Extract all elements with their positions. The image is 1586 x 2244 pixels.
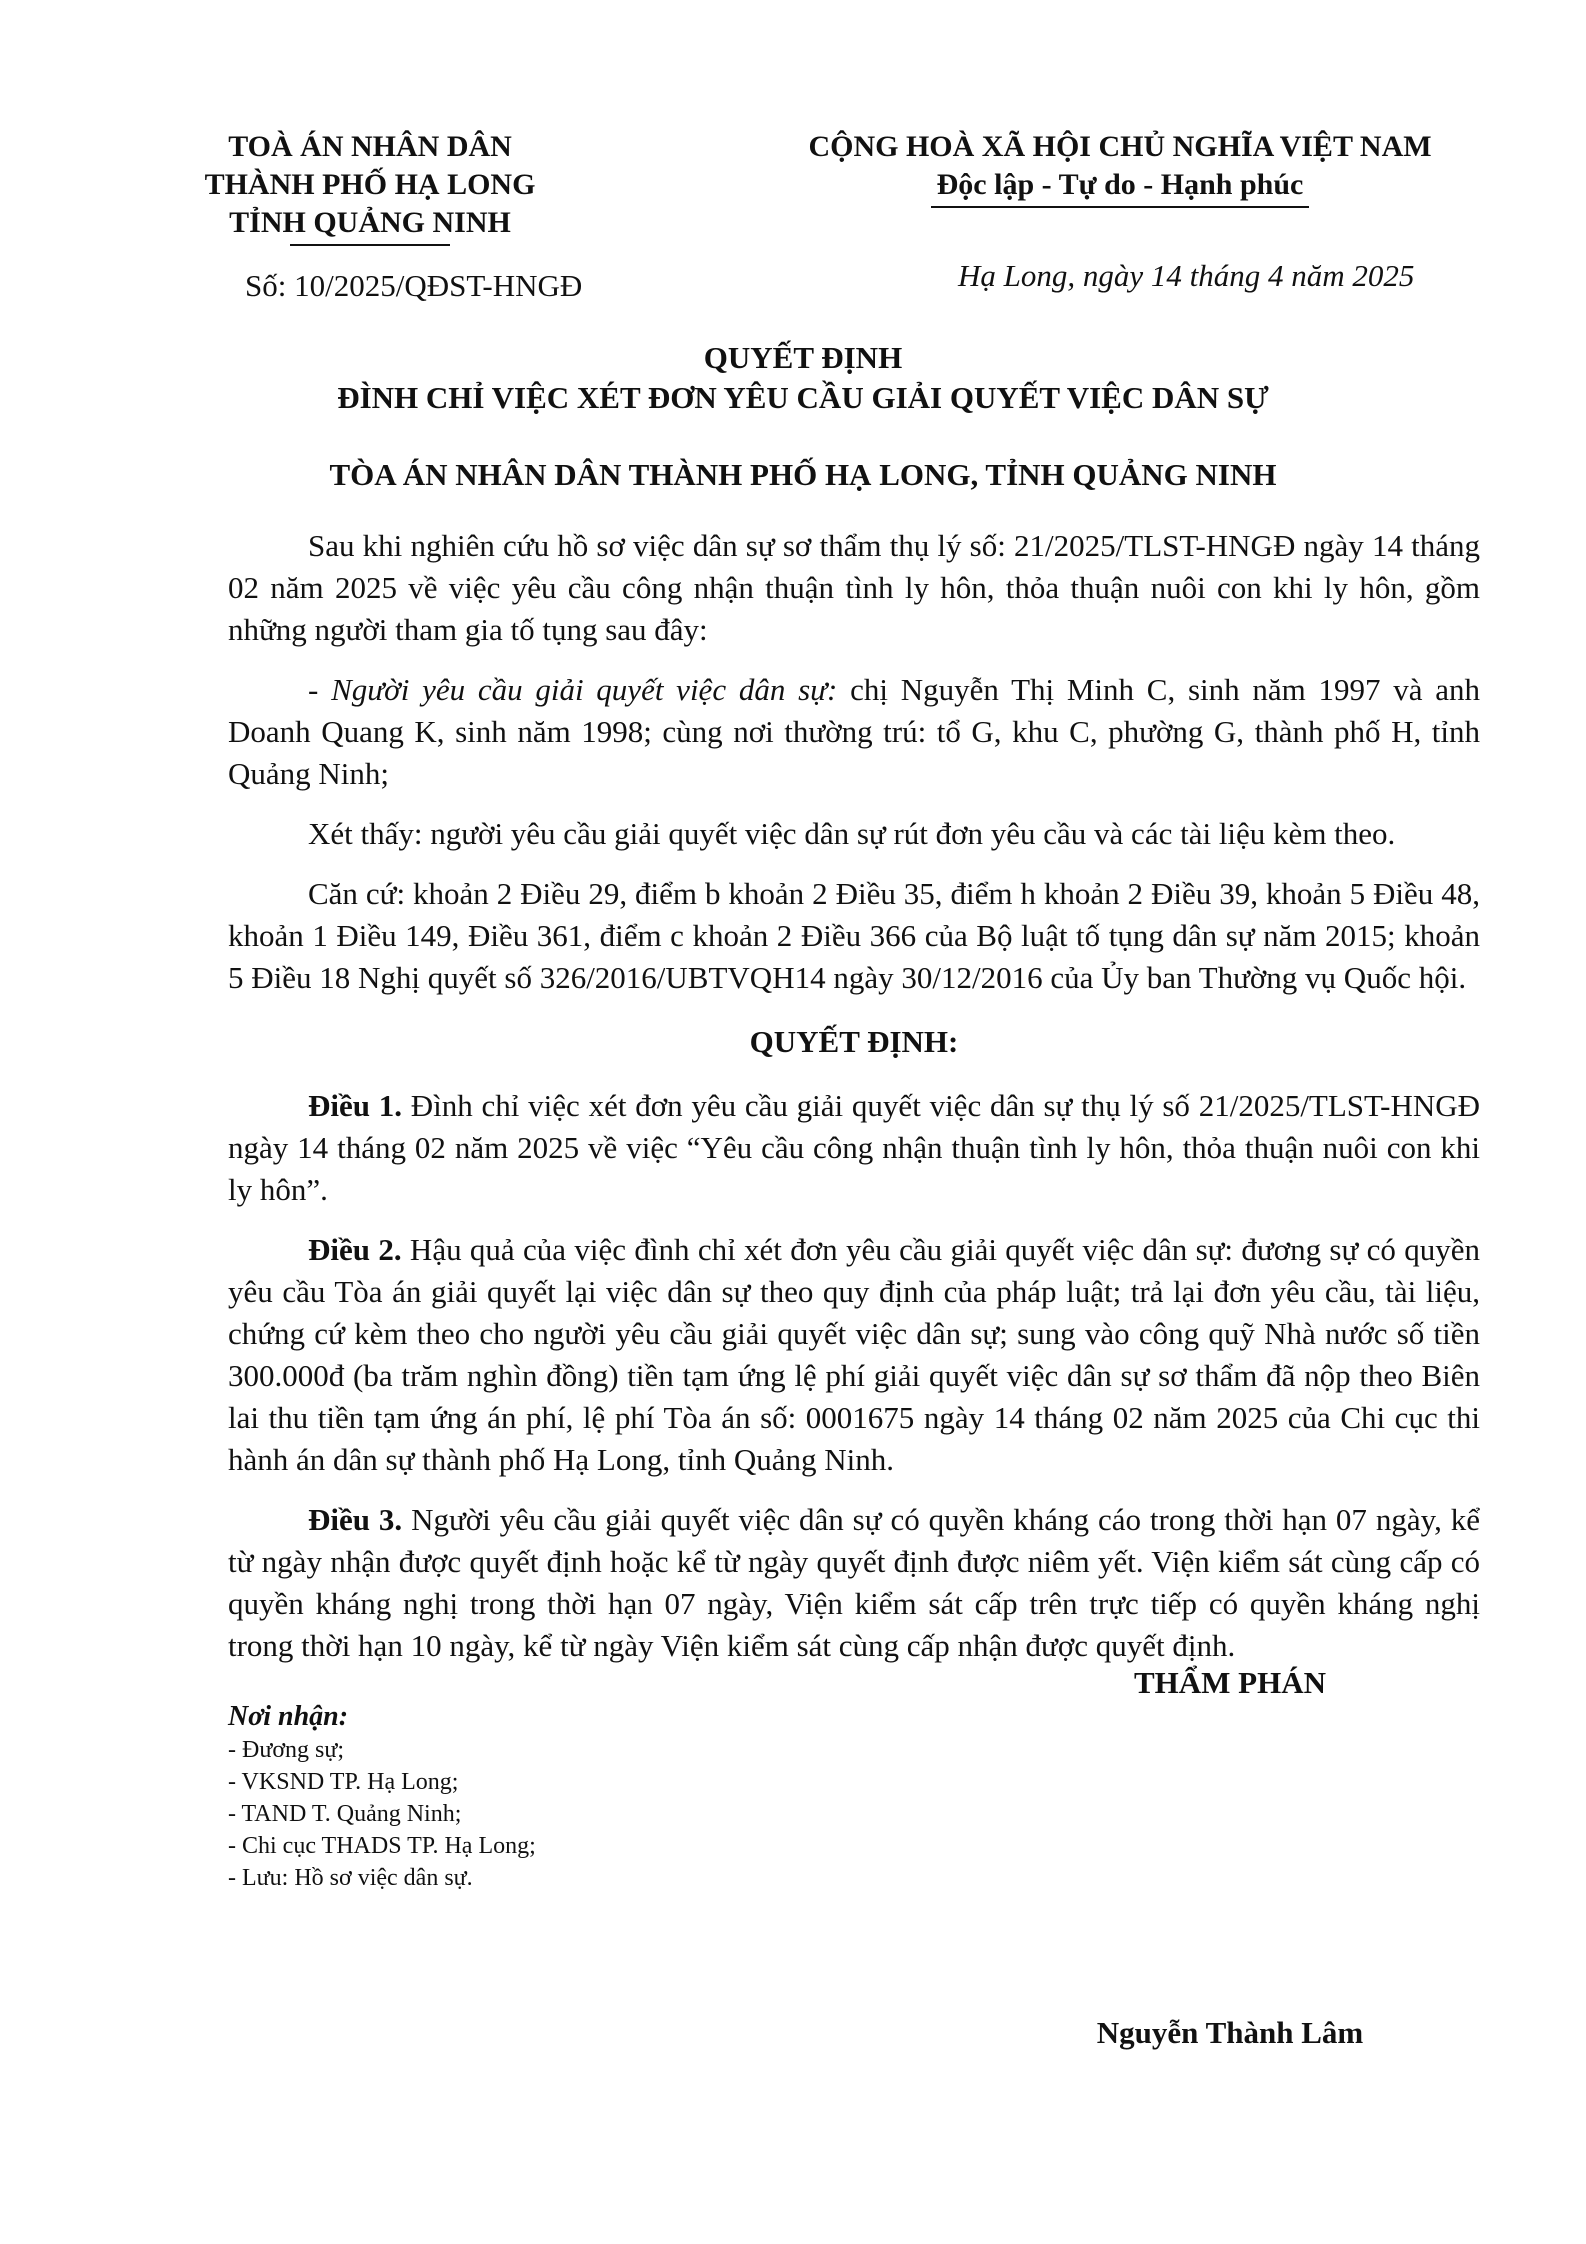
article-2-label: Điều 2. — [308, 1232, 402, 1267]
article-1-label: Điều 1. — [308, 1088, 403, 1123]
party-label: Người yêu cầu giải quyết việc dân sự: — [331, 672, 838, 707]
document-number: Số: 10/2025/QĐST-HNGĐ — [245, 268, 583, 303]
nation-name: CỘNG HOÀ XÃ HỘI CHỦ NGHĨA VIỆT NAM — [808, 130, 1432, 163]
nation-header — [735, 128, 1505, 208]
court-header — [185, 128, 555, 246]
article-2-text: Hậu quả của việc đình chỉ xét đơn yêu cầu giải quyết việc dân sự: đương sự có quyền yêu cầu Tòa án giải quyết lại việc dân sự theo quy định của pháp luật; trả lại đơn yêu cầu, tài liệu, chứng cứ kèm theo cho người yêu cầu giải quyết việc dân sự; sung vào công quỹ Nhà nước số tiền 300.000đ (ba trăm nghìn đồng) tiền tạm ứng lệ phí giải quyết việc dân sự sơ thẩm đã nộp theo Biên lai thu tiền tạm ứng án phí, lệ phí Tòa án số: 0001675 ngày 14 tháng 02 năm 2025 của Chi cục thi hành án dân sự thành phố Hạ Long, tỉnh Quảng Ninh. — [228, 1232, 1480, 1477]
article-3 — [228, 1499, 1480, 1667]
article-3-label: Điều 3. — [308, 1502, 403, 1537]
issuing-court: TÒA ÁN NHÂN DÂN THÀNH PHỐ HẠ LONG, TỈNH QUẢNG NINH — [329, 457, 1277, 492]
article-1-text: Đình chỉ việc xét đơn yêu cầu giải quyết việc dân sự thụ lý số 21/2025/TLST-HNGĐ ngày 14 tháng 02 năm 2025 về việc “Yêu cầu công nhận thuận tình ly hôn, thỏa thuận nuôi con khi ly hôn”. — [228, 1088, 1481, 1207]
court-name-line3: TỈNH QUẢNG NINH — [229, 206, 511, 239]
court-name-line2: THÀNH PHỐ HẠ LONG — [204, 168, 536, 201]
party-text: chị Nguyễn Thị Minh C, sinh năm 1997 và anh Doanh Quang K, sinh năm 1998; cùng nơi thường trú: tổ G, khu C, phường G, thành phố H, tỉnh Quảng Ninh; — [228, 672, 1481, 791]
article-2 — [228, 1229, 1480, 1481]
signer-name: Nguyễn Thành Lâm — [1096, 2015, 1364, 2050]
title-line2: ĐÌNH CHỈ VIỆC XÉT ĐƠN YÊU CẦU GIẢI QUYẾT VIỆC DÂN SỰ — [337, 380, 1269, 415]
title-line1: QUYẾT ĐỊNH — [703, 340, 903, 375]
recipients-title: Nơi nhận: — [228, 1701, 349, 1732]
recipient-item: - Chi cục THADS TP. Hạ Long; — [228, 1833, 536, 1859]
national-motto: Độc lập - Tự do - Hạnh phúc — [931, 166, 1310, 208]
document-body — [228, 525, 1480, 1685]
legal-basis-paragraph: Căn cứ: khoản 2 Điều 29, điểm b khoản 2 Điều 35, điểm h khoản 2 Điều 39, khoản 5 Điều 48, khoản 1 Điều 149, Điều 361, điểm c khoản 2 Điều 366 của Bộ luật tố tụng dân sự năm 2015; khoản 5 Điều 18 Nghị quyết số 326/2016/UBTVQH14 ngày 30/12/2016 của Ủy ban Thường vụ Quốc hội. — [228, 876, 1480, 995]
recipients-block — [228, 1700, 708, 1894]
finding-paragraph: Xét thấy: người yêu cầu giải quyết việc dân sự rút đơn yêu cầu và các tài liệu kèm theo. — [308, 816, 1396, 851]
party-paragraph — [228, 669, 1480, 795]
court-header-rule — [290, 244, 450, 246]
article-1 — [228, 1085, 1480, 1211]
recipient-item: - VKSND TP. Hạ Long; — [228, 1769, 459, 1795]
recipient-item: - Đương sự; — [228, 1737, 345, 1763]
document-date: Hạ Long, ngày 14 tháng 4 năm 2025 — [958, 258, 1415, 293]
recipient-item: - TAND T. Quảng Ninh; — [228, 1801, 462, 1827]
court-name-line1: TOÀ ÁN NHÂN DÂN — [228, 130, 512, 163]
intro-paragraph: Sau khi nghiên cứu hồ sơ việc dân sự sơ thẩm thụ lý số: 21/2025/TLST-HNGĐ ngày 14 tháng 02 năm 2025 về việc yêu cầu công nhận thuận tình ly hôn, thỏa thuận nuôi con khi ly hôn, gồm những người tham gia tố tụng sau đây: — [228, 528, 1480, 647]
recipient-item: - Lưu: Hồ sơ việc dân sự. — [228, 1865, 473, 1891]
document-title — [160, 338, 1446, 418]
signer-role: THẨM PHÁN — [1133, 1665, 1326, 1700]
decision-heading: QUYẾT ĐỊNH: — [749, 1024, 959, 1059]
party-prefix: - — [308, 672, 332, 707]
article-3-text: Người yêu cầu giải quyết việc dân sự có quyền kháng cáo trong thời hạn 07 ngày, kể từ ngày nhận được quyết định hoặc kể từ ngày quyết định được niêm yết. Viện kiểm sát cùng cấp có quyền kháng nghị trong thời hạn 07 ngày, Viện kiểm sát cấp trên trực tiếp có quyền kháng nghị trong thời hạn 10 ngày, kể từ ngày Viện kiểm sát cùng cấp nhận được quyết định. — [228, 1502, 1481, 1663]
